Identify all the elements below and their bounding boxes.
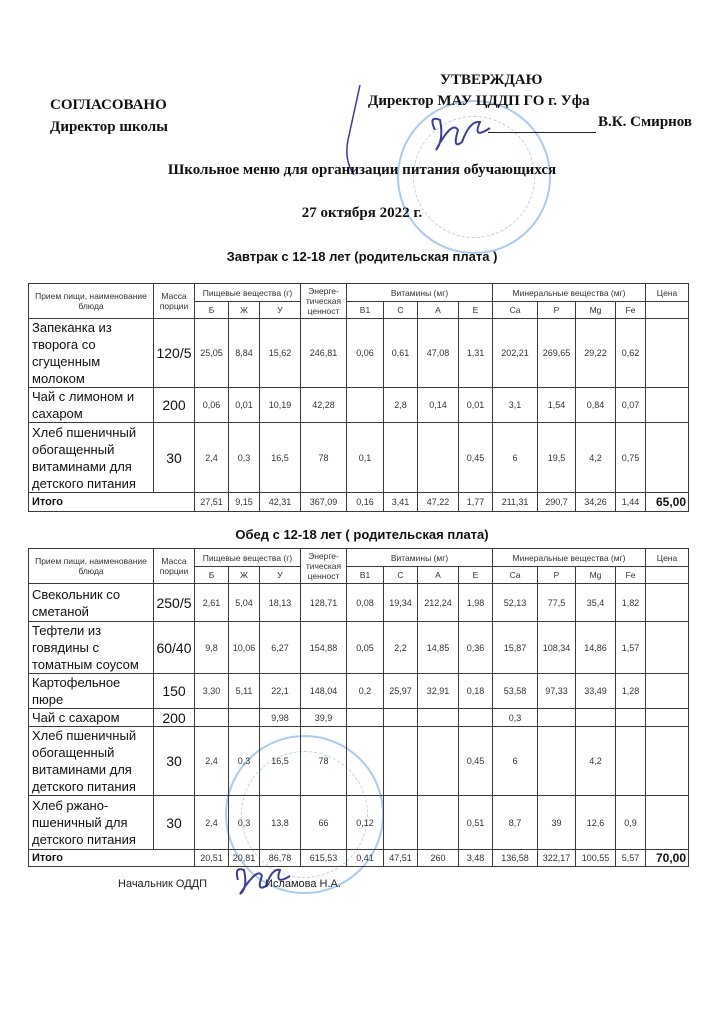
cell-ca: 8,7 [493,796,538,850]
cell-price [646,423,689,493]
col-a: A [418,302,459,319]
cell-fe: 0,07 [616,388,646,423]
cell-u: 10,19 [260,388,301,423]
cell-c: 25,97 [384,674,418,709]
cell-c [384,796,418,850]
col-vitamins-header: Витамины (мг) [347,284,493,302]
cell-b: 2,4 [195,423,229,493]
total-energy: 367,09 [301,493,347,512]
cell-b1: 0,05 [347,622,384,674]
dish-mass: 150 [154,674,195,709]
cell-b: 25,05 [195,319,229,388]
total-u: 86,78 [260,850,301,867]
dish-mass: 200 [154,709,195,727]
cell-p: 77,5 [538,584,576,622]
cell-energy: 39,9 [301,709,347,727]
total-zh: 20,81 [229,850,260,867]
col-price-sub [646,302,689,319]
total-c: 3,41 [384,493,418,512]
cell-ca: 15,87 [493,622,538,674]
cell-energy: 78 [301,423,347,493]
dish-mass: 60/40 [154,622,195,674]
cell-ca: 6 [493,727,538,796]
dish-name: Хлеб ржано-пшеничный для детского питания [29,796,154,850]
total-a: 260 [418,850,459,867]
cell-price [646,796,689,850]
dish-mass: 30 [154,423,195,493]
col-mg: Mg [576,302,616,319]
breakfast-table [28,283,689,512]
approved-title: УТВЕРЖДАЮ [440,72,543,88]
cell-c [384,709,418,727]
cell-a: 212,24 [418,584,459,622]
cell-p: 39 [538,796,576,850]
col-p: P [538,302,576,319]
cell-zh: 8,84 [229,319,260,388]
cell-a: 0,14 [418,388,459,423]
col-name-header: Прием пищи, наименование блюда [29,549,154,584]
cell-zh [229,709,260,727]
document-title: Школьное меню для организации питания обучающихся [167,162,557,178]
cell-b1: 0,06 [347,319,384,388]
col-e: E [459,302,493,319]
cell-e: 0,51 [459,796,493,850]
dish-name: Хлеб пшеничный обогащенный витаминами для детского питания [29,727,154,796]
cell-p: 269,65 [538,319,576,388]
cell-a [418,709,459,727]
cell-b1: 0,1 [347,423,384,493]
dish-name: Запеканка из творога со сгущенным молоком [29,319,154,388]
cell-u: 22,1 [260,674,301,709]
cell-zh: 10,06 [229,622,260,674]
total-fe: 1,44 [616,493,646,512]
total-price: 70,00 [646,850,689,867]
table-row [29,584,689,622]
cell-price [646,622,689,674]
cell-mg: 29,22 [576,319,616,388]
cell-u: 6,27 [260,622,301,674]
cell-fe: 1,82 [616,584,646,622]
cell-p: 97,33 [538,674,576,709]
cell-ca: 3,1 [493,388,538,423]
total-ca: 136,58 [493,850,538,867]
dish-name: Свекольник со сметаной [29,584,154,622]
col-fe: Fe [616,567,646,584]
cell-zh: 0,3 [229,423,260,493]
footer-name: Исламова Н.А. [265,878,341,890]
approved-position: Директор МАУ ЦДДП ГО г. Уфа [368,93,590,109]
cell-fe: 0,62 [616,319,646,388]
col-c: C [384,302,418,319]
cell-u: 18,13 [260,584,301,622]
cell-b: 2,61 [195,584,229,622]
col-name-header: Прием пищи, наименование блюда [29,284,154,319]
col-a: A [418,567,459,584]
col-fe: Fe [616,302,646,319]
col-u: У [260,567,301,584]
table-row [29,709,689,727]
col-zh: Ж [229,302,260,319]
cell-fe: 1,57 [616,622,646,674]
cell-energy: 154,88 [301,622,347,674]
total-b1: 0,41 [347,850,384,867]
cell-a: 47,08 [418,319,459,388]
total-row [29,850,689,867]
agreed-block [50,94,168,138]
cell-e: 1,98 [459,584,493,622]
cell-ca: 53,58 [493,674,538,709]
total-mg: 34,26 [576,493,616,512]
col-minerals-header: Минеральные вещества (мг) [493,549,646,567]
cell-c: 19,34 [384,584,418,622]
cell-a [418,796,459,850]
cell-mg: 33,49 [576,674,616,709]
col-b1: B1 [347,302,384,319]
cell-price [646,709,689,727]
cell-c: 2,8 [384,388,418,423]
table-row [29,796,689,850]
table-row [29,388,689,423]
cell-a [418,727,459,796]
cell-b1 [347,388,384,423]
col-u: У [260,302,301,319]
cell-c: 2,2 [384,622,418,674]
total-b: 20,51 [195,850,229,867]
total-row [29,493,689,512]
cell-ca: 52,13 [493,584,538,622]
cell-p: 108,34 [538,622,576,674]
col-b: Б [195,567,229,584]
cell-p: 19,5 [538,423,576,493]
cell-e: 0,18 [459,674,493,709]
footer-signature [118,878,341,890]
cell-b: 3,30 [195,674,229,709]
cell-b: 2,4 [195,727,229,796]
dish-name: Тефтели из говядины с томатным соусом [29,622,154,674]
dish-mass: 200 [154,388,195,423]
cell-e: 1,31 [459,319,493,388]
cell-zh: 5,04 [229,584,260,622]
dish-mass: 120/5 [154,319,195,388]
cell-mg: 35,4 [576,584,616,622]
col-energy-header: Энерге-тическая ценност [301,549,347,584]
total-fe: 5,57 [616,850,646,867]
total-p: 322,17 [538,850,576,867]
approved-block [368,70,692,133]
cell-fe: 0,75 [616,423,646,493]
cell-ca: 202,21 [493,319,538,388]
cell-mg [576,709,616,727]
cell-c [384,423,418,493]
dish-mass: 30 [154,727,195,796]
cell-c [384,727,418,796]
lunch-section-title: Обед с 12-18 лет ( родительская плата) [235,527,489,542]
cell-energy: 78 [301,727,347,796]
table-row [29,674,689,709]
table-row [29,727,689,796]
dish-name: Чай с лимоном и сахаром [29,388,154,423]
dish-mass: 30 [154,796,195,850]
cell-p [538,709,576,727]
col-mass-header: Масса порции [154,549,195,584]
total-b: 27,51 [195,493,229,512]
cell-b: 9,8 [195,622,229,674]
cell-e: 0,01 [459,388,493,423]
cell-b1 [347,727,384,796]
cell-zh: 0,3 [229,796,260,850]
breakfast-section-title: Завтрак с 12-18 лет (родительская плата ) [226,249,498,264]
col-energy-header: Энерге-тическая ценност [301,284,347,319]
total-u: 42,31 [260,493,301,512]
col-ca: Ca [493,302,538,319]
cell-energy: 66 [301,796,347,850]
col-b1: B1 [347,567,384,584]
total-e: 3,48 [459,850,493,867]
total-energy: 615,53 [301,850,347,867]
dish-name: Хлеб пшеничный обогащенный витаминами для детского питания [29,423,154,493]
col-mg: Mg [576,567,616,584]
col-minerals-header: Минеральные вещества (мг) [493,284,646,302]
cell-mg: 4,2 [576,727,616,796]
cell-u: 15,62 [260,319,301,388]
cell-price [646,388,689,423]
cell-zh: 0,01 [229,388,260,423]
agreed-title: СОГЛАСОВАНО [50,97,167,113]
footer-position: Начальник ОДДП [118,878,208,890]
total-p: 290,7 [538,493,576,512]
cell-price [646,674,689,709]
col-p: P [538,567,576,584]
table-row [29,622,689,674]
cell-fe [616,727,646,796]
col-price-header: Цена [646,549,689,567]
cell-mg: 0,84 [576,388,616,423]
cell-mg: 12,6 [576,796,616,850]
cell-b1 [347,709,384,727]
col-mass-header: Масса порции [154,284,195,319]
cell-energy: 148,04 [301,674,347,709]
col-zh: Ж [229,567,260,584]
col-b: Б [195,302,229,319]
cell-fe [616,709,646,727]
dish-name: Картофельное пюре [29,674,154,709]
cell-a: 32,91 [418,674,459,709]
total-c: 47,51 [384,850,418,867]
col-e: E [459,567,493,584]
cell-b1: 0,2 [347,674,384,709]
col-nutrients-header: Пищевые вещества (г) [195,284,301,302]
cell-c: 0,61 [384,319,418,388]
cell-p [538,727,576,796]
cell-u: 13,8 [260,796,301,850]
total-label: Итого [29,850,195,867]
total-mg: 100,55 [576,850,616,867]
cell-price [646,319,689,388]
cell-b: 2,4 [195,796,229,850]
lunch-table [28,548,689,867]
col-ca: Ca [493,567,538,584]
cell-energy: 42,28 [301,388,347,423]
dish-name: Чай с сахаром [29,709,154,727]
cell-b [195,709,229,727]
col-price-sub [646,567,689,584]
total-label: Итого [29,493,195,512]
cell-b: 0,06 [195,388,229,423]
cell-u: 16,5 [260,423,301,493]
cell-b1: 0,08 [347,584,384,622]
cell-a: 14,85 [418,622,459,674]
cell-e: 0,45 [459,423,493,493]
document-date: 27 октября 2022 г. [301,205,423,221]
total-a: 47,22 [418,493,459,512]
cell-mg: 14,86 [576,622,616,674]
cell-ca: 0,3 [493,709,538,727]
dish-mass: 250/5 [154,584,195,622]
cell-zh: 5,11 [229,674,260,709]
cell-fe: 0,9 [616,796,646,850]
col-price-header: Цена [646,284,689,302]
cell-u: 16,5 [260,727,301,796]
col-nutrients-header: Пищевые вещества (г) [195,549,301,567]
cell-mg: 4,2 [576,423,616,493]
table-row [29,423,689,493]
total-e: 1,77 [459,493,493,512]
cell-price [646,727,689,796]
cell-energy: 128,71 [301,584,347,622]
cell-u: 9,98 [260,709,301,727]
approved-signature-line [368,112,692,133]
cell-fe: 1,28 [616,674,646,709]
cell-e: 0,36 [459,622,493,674]
cell-b1: 0,12 [347,796,384,850]
col-vitamins-header: Витамины (мг) [347,549,493,567]
total-price: 65,00 [646,493,689,512]
cell-energy: 246,81 [301,319,347,388]
agreed-position: Директор школы [50,119,168,135]
signature-underline [488,118,596,133]
cell-p: 1,54 [538,388,576,423]
cell-e [459,709,493,727]
cell-ca: 6 [493,423,538,493]
cell-price [646,584,689,622]
cell-a [418,423,459,493]
cell-zh: 0,3 [229,727,260,796]
col-c: C [384,567,418,584]
approved-name: В.К. Смирнов [598,114,693,130]
total-ca: 211,31 [493,493,538,512]
table-row [29,319,689,388]
cell-e: 0,45 [459,727,493,796]
total-b1: 0,16 [347,493,384,512]
total-zh: 9,15 [229,493,260,512]
